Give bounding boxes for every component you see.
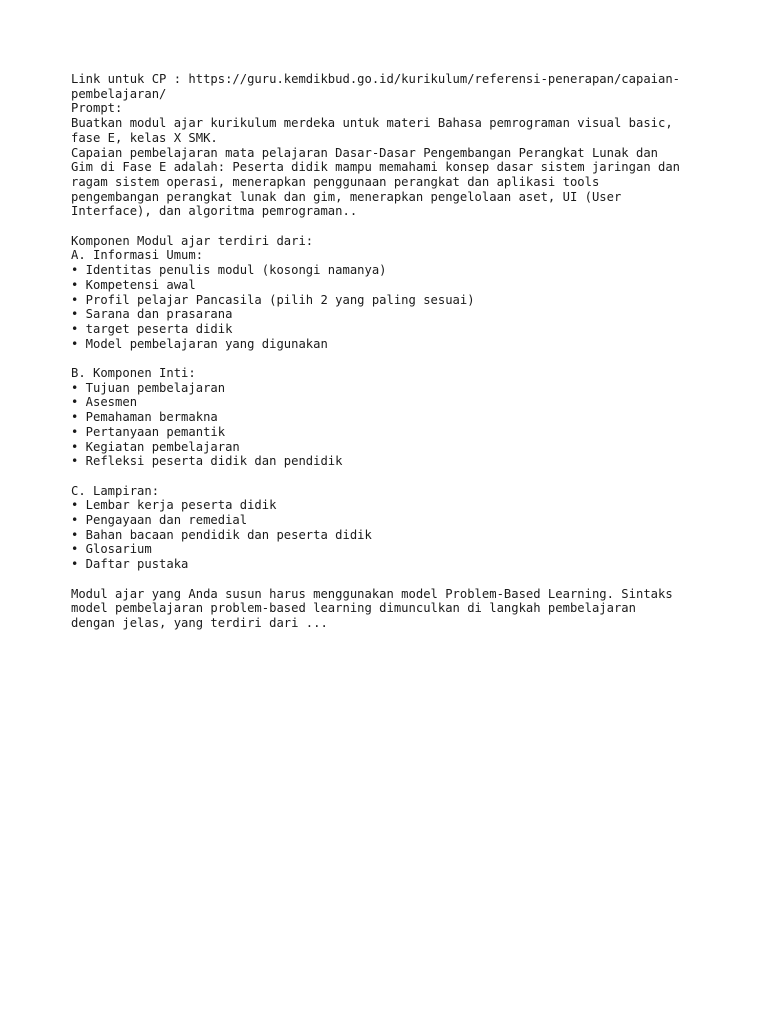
list-item: • Asesmen bbox=[71, 395, 138, 410]
cp-link-line-continued: pembelajaran/ bbox=[71, 86, 167, 101]
cp-description: Interface), dan algoritma pemrograman.. bbox=[71, 204, 358, 219]
list-item: • Bahan bacaan pendidik dan peserta didik bbox=[71, 527, 372, 542]
section-heading: A. Informasi Umum: bbox=[71, 248, 204, 263]
closing-text: model pembelajaran problem-based learning dimunculkan di langkah pembelajaran bbox=[71, 601, 636, 616]
list-item: • Identitas penulis modul (kosongi namanya) bbox=[71, 263, 387, 278]
cp-description: Capaian pembelajaran mata pelajaran Dasar-Dasar Pengembangan Perangkat Lunak dan bbox=[71, 145, 658, 160]
closing-paragraph bbox=[71, 587, 711, 631]
cp-description: ragam sistem operasi, menerapkan penggunaan perangkat dan aplikasi tools bbox=[71, 174, 600, 189]
cp-description: Gim di Fase E adalah: Peserta didik mampu memahami konsep dasar sistem jaringan dan bbox=[71, 160, 681, 175]
section-informasi-umum bbox=[71, 248, 711, 351]
blank-line bbox=[71, 351, 711, 366]
section-lampiran bbox=[71, 484, 711, 572]
list-item: • Lembar kerja peserta didik bbox=[71, 498, 277, 513]
list-item: • Daftar pustaka bbox=[71, 557, 189, 572]
intro-block bbox=[71, 72, 711, 219]
closing-text: dengan jelas, yang terdiri dari ... bbox=[71, 615, 328, 630]
list-item: • Kompetensi awal bbox=[71, 277, 196, 292]
list-item: • Sarana dan prasarana bbox=[71, 307, 233, 322]
list-item: • Glosarium bbox=[71, 542, 152, 557]
list-item: • Pemahaman bermakna bbox=[71, 410, 218, 425]
list-item: • Refleksi peserta didik dan pendidik bbox=[71, 454, 343, 469]
section-komponen-inti bbox=[71, 366, 711, 469]
request-text: fase E, kelas X SMK. bbox=[71, 130, 218, 145]
list-item: • Model pembelajaran yang digunakan bbox=[71, 336, 328, 351]
blank-line bbox=[71, 469, 711, 484]
blank-line bbox=[71, 219, 711, 234]
section-heading: C. Lampiran: bbox=[71, 483, 160, 498]
section-heading: B. Komponen Inti: bbox=[71, 366, 196, 381]
list-item: • Pengayaan dan remedial bbox=[71, 513, 248, 528]
components-heading: Komponen Modul ajar terdiri dari: bbox=[71, 233, 314, 248]
cp-description: pengembangan perangkat lunak dan gim, menerapkan pengelolaan aset, UI (User bbox=[71, 189, 622, 204]
list-item: • Pertanyaan pemantik bbox=[71, 424, 226, 439]
closing-text: Modul ajar yang Anda susun harus menggunakan model Problem-Based Learning. Sintaks bbox=[71, 586, 673, 601]
request-text: Buatkan modul ajar kurikulum merdeka untuk materi Bahasa pemrograman visual basic, bbox=[71, 116, 673, 131]
blank-line bbox=[71, 572, 711, 587]
document-page bbox=[71, 72, 711, 631]
cp-link-line: Link untuk CP : https://guru.kemdikbud.go.id/kurikulum/referensi-penerapan/capaian- bbox=[71, 72, 681, 86]
list-item: • Tujuan pembelajaran bbox=[71, 380, 226, 395]
prompt-label: Prompt: bbox=[71, 101, 123, 116]
list-item: • Kegiatan pembelajaran bbox=[71, 439, 240, 454]
list-item: • target peserta didik bbox=[71, 321, 233, 336]
list-item: • Profil pelajar Pancasila (pilih 2 yang paling sesuai) bbox=[71, 292, 475, 307]
